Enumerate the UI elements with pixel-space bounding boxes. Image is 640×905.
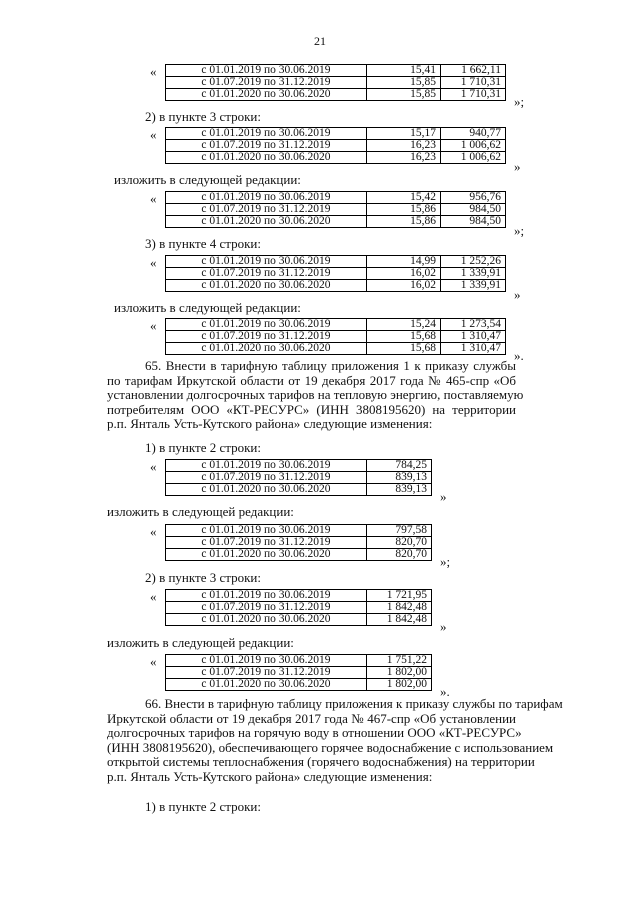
value-cell: 16,23	[367, 152, 441, 164]
table-row	[166, 549, 432, 561]
tariff-table-5	[165, 318, 506, 355]
value-cell: 16,23	[367, 140, 441, 152]
tariff-table-2	[165, 127, 506, 164]
tariff-table-9	[165, 654, 432, 691]
period-cell: с 01.07.2019 по 31.12.2019	[166, 472, 367, 484]
value-cell: 1 252,26	[441, 256, 506, 268]
tariff-table-3	[165, 191, 506, 228]
quote-close: »	[514, 287, 521, 302]
value-cell: 15,86	[367, 204, 441, 216]
quote-open: «	[150, 654, 157, 669]
quote-open: «	[150, 127, 157, 142]
period-cell: с 01.07.2019 по 31.12.2019	[166, 268, 367, 280]
table-row	[166, 602, 432, 614]
item-label: 1) в пункте 2 строки:	[145, 799, 261, 814]
quote-open: «	[150, 64, 157, 79]
paragraph-line: Иркутской области от 19 декабря 2017 года № 467-спр «Об установлении	[107, 710, 516, 726]
period-cell: с 01.01.2019 по 30.06.2019	[166, 460, 367, 472]
paragraph-line: долгосрочных тарифов на горячую воду в отношении ООО «КТ-РЕСУРС»	[107, 725, 522, 741]
table-row	[166, 472, 432, 484]
value-cell: 1 006,62	[441, 140, 506, 152]
value-cell: 1 710,31	[441, 89, 506, 101]
value-cell: 1 006,62	[441, 152, 506, 164]
table-row	[166, 679, 432, 691]
period-cell: с 01.01.2020 по 30.06.2020	[166, 549, 367, 561]
quote-open: «	[150, 524, 157, 539]
period-cell: с 01.01.2020 по 30.06.2020	[166, 343, 367, 355]
quote-close: »	[440, 489, 447, 504]
period-cell: с 01.07.2019 по 31.12.2019	[166, 140, 367, 152]
period-cell: с 01.01.2019 по 30.06.2019	[166, 128, 367, 140]
period-cell: с 01.07.2019 по 31.12.2019	[166, 331, 367, 343]
paragraph-66	[107, 696, 563, 785]
value-cell: 1 310,47	[441, 331, 506, 343]
table-row	[166, 256, 506, 268]
quote-open: «	[150, 318, 157, 333]
table-row	[166, 319, 506, 331]
value-cell: 1 842,48	[367, 614, 432, 626]
paragraph-line: р.п. Янталь Усть-Кутского района» следующие изменения:	[107, 768, 433, 784]
paragraph-65	[107, 358, 524, 432]
table-row	[166, 667, 432, 679]
value-cell: 1 662,11	[441, 65, 506, 77]
value-cell: 15,24	[367, 319, 441, 331]
period-cell: с 01.07.2019 по 31.12.2019	[166, 667, 367, 679]
value-cell: 1 339,91	[441, 268, 506, 280]
item-label: 1) в пункте 2 строки:	[145, 440, 261, 455]
period-cell: с 01.01.2019 по 30.06.2019	[166, 319, 367, 331]
paragraph-line: потребителям ООО «КТ-РЕСУРС» (ИНН 3808195620) на территории	[107, 401, 516, 417]
value-cell: 839,13	[367, 484, 432, 496]
period-cell: с 01.07.2019 по 31.12.2019	[166, 204, 367, 216]
value-cell: 820,70	[367, 549, 432, 561]
table-row	[166, 525, 432, 537]
value-cell: 15,86	[367, 216, 441, 228]
period-cell: с 01.07.2019 по 31.12.2019	[166, 77, 367, 89]
table-row	[166, 537, 432, 549]
quote-open: «	[150, 459, 157, 474]
table-row	[166, 89, 506, 101]
value-cell: 797,58	[367, 525, 432, 537]
value-cell: 984,50	[441, 216, 506, 228]
quote-open: «	[150, 589, 157, 604]
period-cell: с 01.01.2020 по 30.06.2020	[166, 614, 367, 626]
value-cell: 15,17	[367, 128, 441, 140]
value-cell: 15,68	[367, 331, 441, 343]
tariff-table-6	[165, 459, 432, 496]
quote-close: ».	[440, 684, 450, 699]
table-row	[166, 77, 506, 89]
value-cell: 956,76	[441, 192, 506, 204]
period-cell: с 01.01.2019 по 30.06.2019	[166, 525, 367, 537]
table-row	[166, 280, 506, 292]
value-cell: 15,85	[367, 77, 441, 89]
period-cell: с 01.01.2019 по 30.06.2019	[166, 590, 367, 602]
table-row	[166, 343, 506, 355]
table-row	[166, 655, 432, 667]
paragraph-line: (ИНН 3808195620), обеспечивающего горячее водоснабжение с использованием	[107, 739, 554, 755]
period-cell: с 01.01.2020 по 30.06.2020	[166, 484, 367, 496]
tariff-table-8	[165, 589, 432, 626]
value-cell: 15,42	[367, 192, 441, 204]
table-row	[166, 152, 506, 164]
period-cell: с 01.01.2020 по 30.06.2020	[166, 89, 367, 101]
item-label: 2) в пункте 3 строки:	[145, 570, 261, 585]
value-cell: 820,70	[367, 537, 432, 549]
value-cell: 1 842,48	[367, 602, 432, 614]
value-cell: 15,41	[367, 65, 441, 77]
period-cell: с 01.07.2019 по 31.12.2019	[166, 537, 367, 549]
page-number: 21	[314, 34, 326, 48]
period-cell: с 01.01.2019 по 30.06.2019	[166, 256, 367, 268]
table-row	[166, 192, 506, 204]
value-cell: 1 721,95	[367, 590, 432, 602]
quote-close: »;	[440, 554, 451, 569]
paragraph-line: открытой системы теплоснабжения (горячего водоснабжения) на территории	[107, 754, 535, 770]
table-row	[166, 484, 432, 496]
value-cell: 839,13	[367, 472, 432, 484]
value-cell: 984,50	[441, 204, 506, 216]
quote-close: »	[514, 159, 521, 174]
quote-close: »	[440, 619, 447, 634]
quote-open: «	[150, 191, 157, 206]
edit-label: изложить в следующей редакции:	[114, 172, 301, 187]
table-row	[166, 590, 432, 602]
value-cell: 1 273,54	[441, 319, 506, 331]
value-cell: 1 751,22	[367, 655, 432, 667]
value-cell: 14,99	[367, 256, 441, 268]
value-cell: 1 339,91	[441, 280, 506, 292]
paragraph-line: установлении долгосрочных тарифов на тепловую энергию, поставляемую	[107, 387, 524, 403]
table-row	[166, 614, 432, 626]
period-cell: с 01.01.2019 по 30.06.2019	[166, 65, 367, 77]
value-cell: 16,02	[367, 280, 441, 292]
period-cell: с 01.01.2019 по 30.06.2019	[166, 655, 367, 667]
paragraph-line: р.п. Янталь Усть-Кутского района» следующие изменения:	[107, 416, 433, 432]
tariff-table-4	[165, 255, 506, 292]
value-cell: 15,68	[367, 343, 441, 355]
value-cell: 1 802,00	[367, 679, 432, 691]
table-row	[166, 128, 506, 140]
tariff-table-7	[165, 524, 432, 561]
period-cell: с 01.01.2020 по 30.06.2020	[166, 679, 367, 691]
item-label: 3) в пункте 4 строки:	[145, 236, 261, 251]
edit-label: изложить в следующей редакции:	[107, 635, 294, 650]
quote-open: «	[150, 255, 157, 270]
table-row	[166, 65, 506, 77]
quote-close: »;	[514, 94, 525, 109]
period-cell: с 01.01.2019 по 30.06.2019	[166, 192, 367, 204]
table-row	[166, 331, 506, 343]
value-cell: 16,02	[367, 268, 441, 280]
period-cell: с 01.01.2020 по 30.06.2020	[166, 216, 367, 228]
paragraph-line: по тарифам Иркутской области от 19 декабря 2017 года № 465-спр «Об	[107, 372, 516, 388]
edit-label: изложить в следующей редакции:	[107, 504, 294, 519]
value-cell: 1 802,00	[367, 667, 432, 679]
period-cell: с 01.01.2020 по 30.06.2020	[166, 280, 367, 292]
tariff-table-1	[165, 64, 506, 101]
period-cell: с 01.07.2019 по 31.12.2019	[166, 602, 367, 614]
table-row	[166, 268, 506, 280]
item-label: 2) в пункте 3 строки:	[145, 109, 261, 124]
table-row	[166, 140, 506, 152]
value-cell: 1 310,47	[441, 343, 506, 355]
table-row	[166, 460, 432, 472]
value-cell: 15,85	[367, 89, 441, 101]
period-cell: с 01.01.2020 по 30.06.2020	[166, 152, 367, 164]
quote-close: ».	[514, 348, 524, 363]
quote-close: »;	[514, 223, 525, 238]
paragraph-line: 65. Внести в тарифную таблицу приложения 1 к приказу службы	[145, 358, 516, 373]
value-cell: 784,25	[367, 460, 432, 472]
table-row	[166, 204, 506, 216]
edit-label: изложить в следующей редакции:	[114, 300, 301, 315]
paragraph-line: 66. Внести в тарифную таблицу приложения к приказу службы по тарифам	[145, 696, 563, 711]
value-cell: 1 710,31	[441, 77, 506, 89]
table-row	[166, 216, 506, 228]
value-cell: 940,77	[441, 128, 506, 140]
